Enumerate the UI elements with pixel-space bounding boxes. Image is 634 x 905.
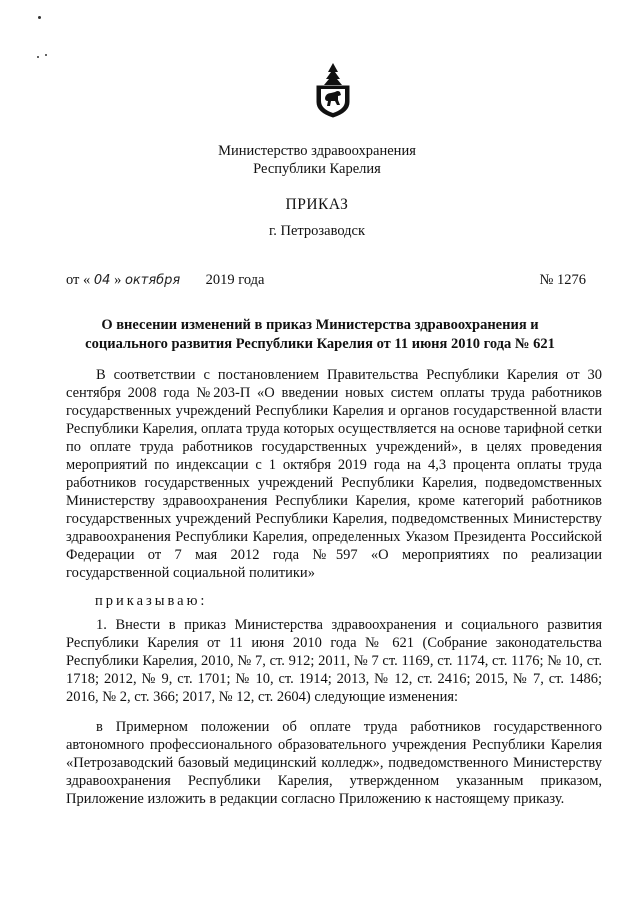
date-year: 2019 года (205, 272, 265, 288)
ministry-line2: Республики Карелия (253, 161, 381, 177)
city: г. Петрозаводск (268, 223, 366, 239)
title-line2: социального развития Республики Карелия от 11 июня 2010 года № 621 (85, 336, 555, 352)
date-day: 04 (93, 273, 111, 288)
date-line (66, 272, 586, 289)
preamble-paragraph: В соответствии с постановлением Правительства Республики Карелия от 30 сентября 2008 года №203-П «О введении новых систем оплаты труда работников государственных учреждений Республики Карелия и органов государственной власти Республики Карелия, оплата труда которых осуществляется на основе тарифной сетки по оплате труда работников государственных учреждений», в целях проведения мероприятий по индексации с 1 октября 2019 года на 4,3 процента оплаты труда работников государственных учреждений Республики Карелия, подведомственных Министерству здравоохранения Республики Карелия, кроме категорий работников государственных учреждений Республики Карелия, подведомственных Министерству здравоохранения Республики Карелия, определенных Указом Президента Российской Федерации от 7 мая 2012 года №597 «О мероприятиях по реализации государственной социальной политики» (66, 367, 602, 581)
date-prefix: от « (66, 272, 91, 288)
ministry-name (0, 142, 634, 178)
scan-speck (45, 54, 47, 56)
document-title (40, 316, 600, 354)
scan-speck (38, 16, 41, 19)
date-month: октября (124, 273, 181, 288)
karelia-coat-of-arms-icon (312, 62, 354, 118)
date-mid: » (114, 272, 122, 288)
clause-1-amendment: в Примерном положении об оплате труда работников государственного автономного профессионального образовательного учреждения Республики Карелия «Петрозаводский базовый медицинский колледж», подведомственного Министерству здравоохранения Республики Карелия, утвержденном указанным приказом, Приложение изложить в редакции согласно Приложению к настоящему приказу. (66, 719, 602, 807)
title-line1: О внесении изменений в приказ Министерства здравоохранения и (101, 317, 539, 333)
order-word: приказываю: (95, 593, 208, 609)
scan-speck (37, 56, 39, 58)
document-type: ПРИКАЗ (285, 196, 349, 213)
ministry-line1: Министерство здравоохранения (218, 143, 416, 159)
order-number: № 1276 (539, 272, 586, 288)
clause-1: 1. Внести в приказ Министерства здравоохранения и социального развития Республики Карелия от 11 июня 2010 года № 621 (Собрание законодательства Республики Карелия, 2010, № 7, ст. 912; 2011, № 7 ст. 1169, ст. 1174, ст. 1176; № 10, ст. 1718; 2012, № 9, ст. 1701; № 10, ст. 1914; 2013, № 12, ст. 2416; 2015, № 7, ст. 1486; 2016, № 2, ст. 366; 2017, № 12, ст. 2604) следующие изменения: (66, 617, 602, 705)
